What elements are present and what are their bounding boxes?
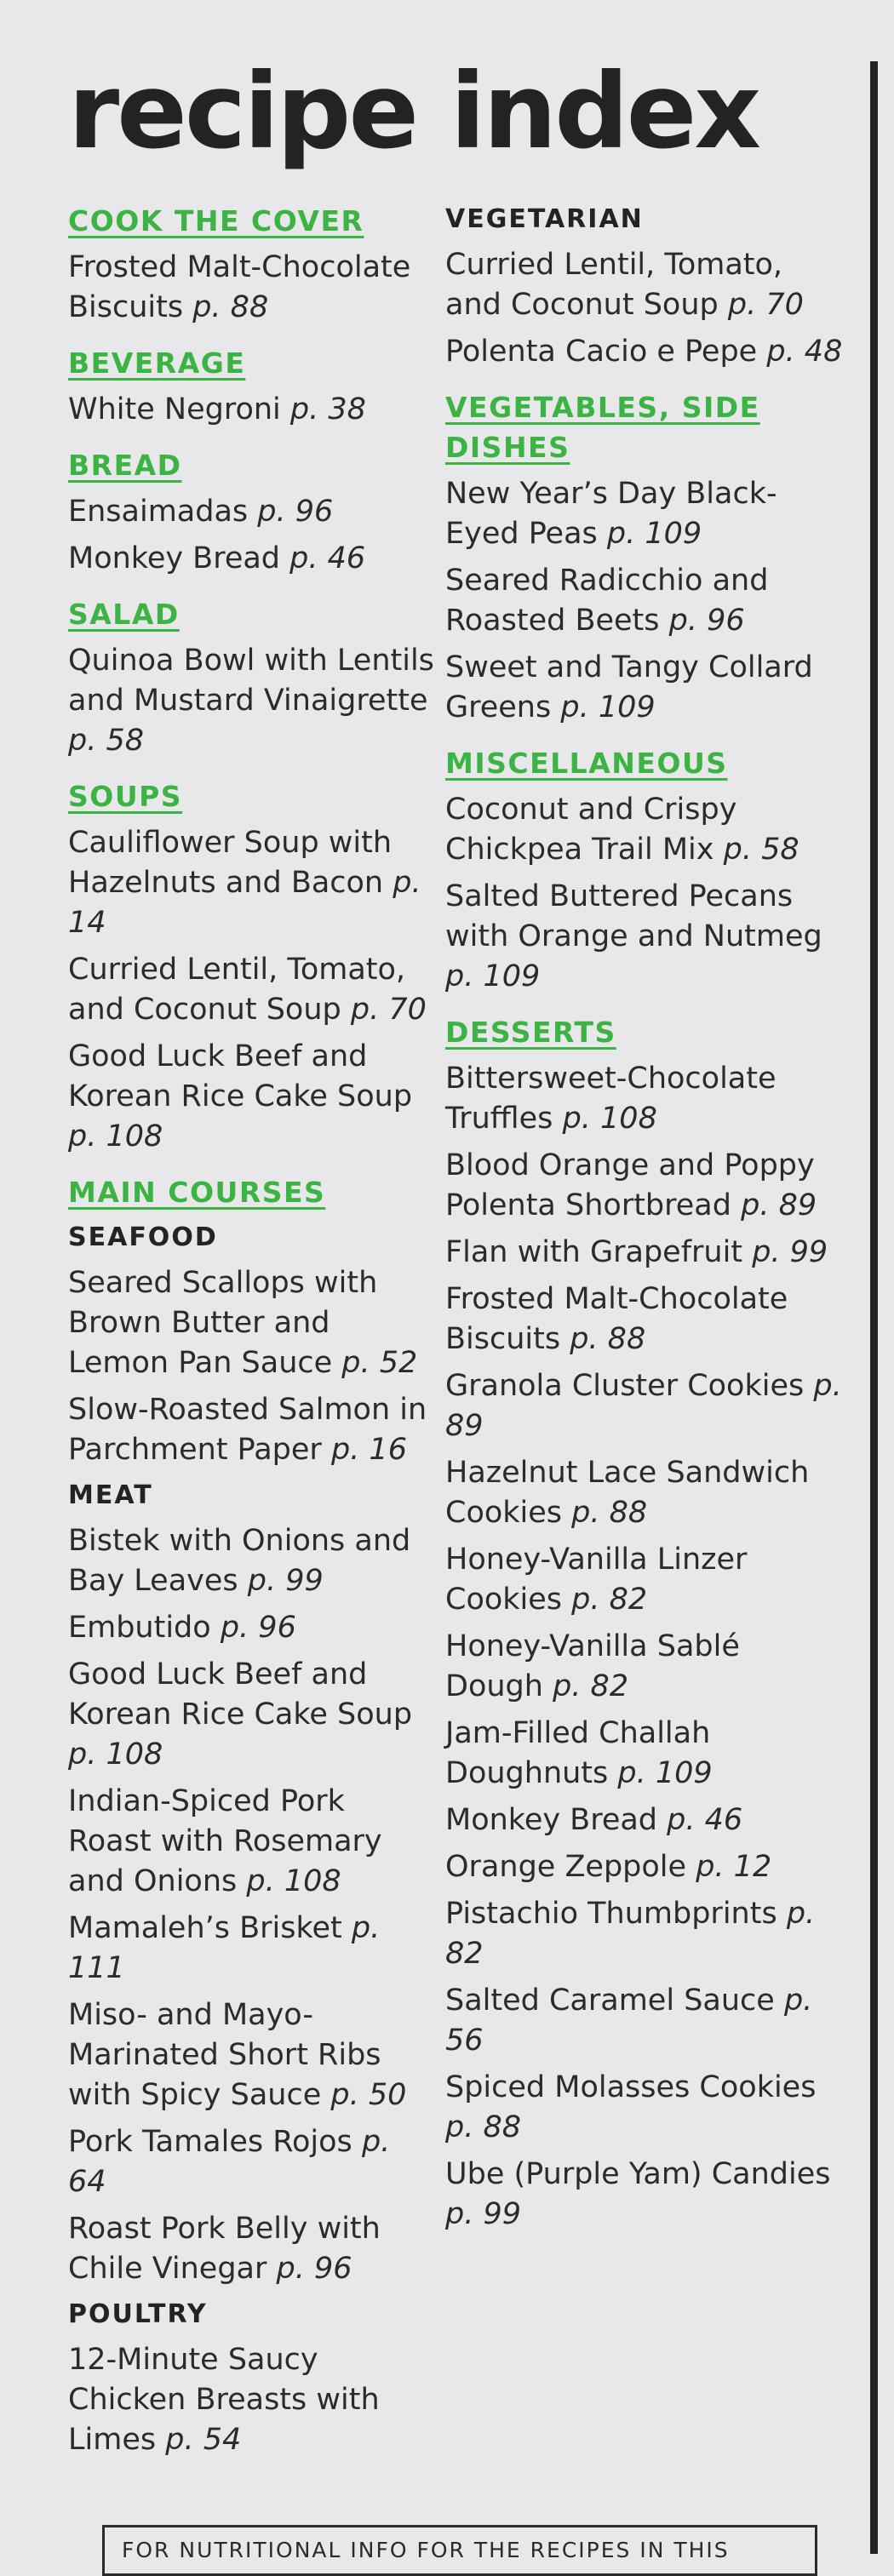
recipe-name: Ube (Purple Yam) Candies (445, 2157, 831, 2191)
recipe-entry (445, 1627, 845, 1707)
recipe-name: Curried Lentil, Tomato, and Coconut Soup (445, 248, 783, 322)
recipe-entry (68, 1782, 434, 1902)
recipe-name: Embutido (68, 1611, 211, 1645)
recipe-name: Salted Buttered Pecans with Orange and Nutmeg (445, 879, 822, 953)
recipe-name: Seared Radicchio and Roasted Beets (445, 564, 769, 638)
recipe-name: Miso- and Mayo-Marinated Short Ribs with Spicy Sauce (68, 1998, 381, 2112)
recipe-entry (445, 648, 845, 728)
recipe-entry (68, 1390, 434, 1470)
category-heading: DESSERTS (445, 1016, 616, 1049)
recipe-entry (445, 2068, 845, 2148)
page-reference: p. 109 (445, 959, 541, 993)
page-reference: p. 50 (330, 2078, 407, 2112)
page-reference: p. 38 (289, 392, 366, 426)
recipe-name: New Year’s Day Black-Eyed Peas (445, 477, 777, 551)
recipe-entry (445, 1894, 845, 1974)
page-reference: p. 58 (68, 724, 145, 758)
recipe-name: Flan with Grapefruit (445, 1235, 743, 1269)
recipe-name: Honey-Vanilla Linzer Cookies (445, 1543, 748, 1617)
page-reference: p. 82 (553, 1669, 629, 1703)
recipe-name: Slow-Roasted Salmon in Parchment Paper (68, 1393, 427, 1467)
category-heading: BREAD (68, 449, 182, 482)
recipe-entry (68, 1263, 434, 1383)
recipe-name: Good Luck Beef and Korean Rice Cake Soup (68, 1657, 413, 1732)
recipe-name: Curried Lentil, Tomato, and Coconut Soup (68, 953, 406, 1027)
recipe-entry (445, 1540, 845, 1620)
recipe-name: Good Luck Beef and Korean Rice Cake Soup (68, 1039, 413, 1113)
subcategory-heading: POULTRY (68, 2299, 208, 2329)
recipe-entry (68, 492, 434, 532)
page-reference: p. 82 (445, 1897, 816, 1971)
page-reference: p. 96 (220, 1611, 296, 1645)
recipe-name: Ensaimadas (68, 495, 249, 529)
page-reference: p. 16 (330, 1433, 407, 1467)
recipe-entry (445, 1714, 845, 1794)
recipe-entry (445, 1233, 845, 1273)
recipe-name: Orange Zeppole (445, 1850, 687, 1884)
recipe-entry (68, 1037, 434, 1157)
page-reference: p. 99 (752, 1235, 828, 1269)
recipe-entry (445, 1366, 845, 1446)
recipe-entry (68, 2209, 434, 2289)
recipe-name: Honey-Vanilla Sablé Dough (445, 1629, 740, 1703)
recipe-entry (445, 332, 845, 372)
category-heading: BEVERAGE (68, 346, 246, 380)
page-title: recipe index (68, 51, 759, 172)
page-reference: p. 109 (606, 517, 702, 551)
recipe-entry (445, 2155, 845, 2235)
recipe-entry (445, 877, 845, 997)
page-reference: p. 70 (727, 288, 804, 322)
recipe-entry (68, 1608, 434, 1648)
page-reference: p. 48 (766, 335, 843, 369)
page-reference: p. 109 (560, 690, 656, 724)
recipe-entry (68, 1655, 434, 1775)
page-reference: p. 52 (341, 1346, 418, 1380)
recipe-entry (68, 1995, 434, 2115)
recipe-name: Frosted Malt-Chocolate Biscuits (68, 250, 411, 324)
page-reference: p. 88 (192, 290, 269, 324)
recipe-name: 12-Minute Saucy Chicken Breasts with Limes (68, 2343, 380, 2457)
recipe-name: Granola Cluster Cookies (445, 1369, 805, 1403)
page-reference: p. 64 (68, 2125, 391, 2199)
page-edge-rule (870, 61, 878, 2554)
category-heading: COOK THE COVER (68, 204, 364, 238)
page-reference: p. 58 (723, 833, 799, 867)
recipe-entry (445, 1847, 845, 1887)
nutrition-note-text: FOR NUTRITIONAL INFO FOR THE RECIPES IN THIS (122, 2538, 730, 2562)
recipe-entry (445, 790, 845, 870)
recipe-entry (445, 561, 845, 641)
recipe-name: Quinoa Bowl with Lentils and Mustard Vinaigrette (68, 644, 434, 718)
nutrition-note-box (102, 2525, 817, 2576)
subcategory-heading: VEGETARIAN (445, 204, 644, 234)
recipe-name: Indian-Spiced Pork Roast with Rosemary and Onions (68, 1784, 382, 1898)
page-reference: p. 99 (445, 2197, 522, 2231)
page-reference: p. 46 (289, 541, 366, 575)
recipe-entry (445, 1800, 845, 1840)
recipe-name: Monkey Bread (68, 541, 281, 575)
recipe-name: Salted Caramel Sauce (445, 1984, 775, 2018)
category-heading: MAIN COURSES (68, 1176, 326, 1209)
page-reference: p. 108 (68, 1119, 163, 1153)
recipe-entry (68, 539, 434, 579)
category-heading: MISCELLANEOUS (445, 747, 728, 780)
recipe-entry (68, 248, 434, 328)
page-reference: p. 108 (562, 1102, 657, 1136)
subcategory-heading: SEAFOOD (68, 1222, 218, 1252)
recipe-name: Blood Orange and Poppy Polenta Shortbread (445, 1148, 815, 1222)
recipe-entry (445, 1279, 845, 1360)
recipe-entry (68, 2122, 434, 2202)
recipe-entry (68, 1521, 434, 1601)
recipe-name: Mamaleh’s Brisket (68, 1911, 342, 1945)
page-reference: p. 96 (668, 604, 745, 638)
index-column-right (445, 201, 845, 2235)
recipe-name: Bittersweet-Chocolate Truffles (445, 1062, 777, 1136)
recipe-entry (445, 1981, 845, 2061)
page-reference: p. 109 (617, 1756, 713, 1790)
recipe-name: Frosted Malt-Chocolate Biscuits (445, 1282, 788, 1356)
recipe-name: Jam-Filled Challah Doughnuts (445, 1716, 711, 1790)
page-reference: p. 108 (246, 1864, 341, 1898)
page-reference: p. 46 (667, 1803, 743, 1837)
page-reference: p. 111 (68, 1911, 381, 1985)
recipe-entry (445, 245, 845, 325)
recipe-name: Polenta Cacio e Pepe (445, 335, 758, 369)
page-reference: p. 54 (165, 2423, 242, 2457)
page-reference: p. 82 (571, 1583, 648, 1617)
recipe-name: Hazelnut Lace Sandwich Cookies (445, 1456, 810, 1530)
recipe-entry (68, 950, 434, 1030)
page-reference: p. 88 (445, 2110, 522, 2144)
recipe-name: Sweet and Tangy Collard Greens (445, 650, 813, 724)
recipe-name: Bistek with Onions and Bay Leaves (68, 1524, 411, 1598)
index-column-left (68, 201, 434, 2460)
recipe-entry (445, 1059, 845, 1139)
page-reference: p. 14 (68, 866, 421, 940)
page-reference: p. 96 (276, 2252, 352, 2286)
page-reference: p. 96 (257, 495, 334, 529)
recipe-entry (68, 823, 434, 943)
recipe-name: Spiced Molasses Cookies (445, 2070, 817, 2104)
recipe-name: Coconut and Crispy Chickpea Trail Mix (445, 793, 737, 867)
recipe-entry (68, 2340, 434, 2460)
recipe-entry (68, 641, 434, 761)
recipe-entry (445, 474, 845, 554)
page-reference: p. 108 (68, 1737, 163, 1772)
page-reference: p. 56 (445, 1984, 813, 2058)
recipe-entry (68, 390, 434, 430)
page-reference: p. 89 (741, 1188, 817, 1222)
recipe-name: Cauliflower Soup with Hazelnuts and Bacon (68, 826, 393, 900)
recipe-name: Pork Tamales Rojos (68, 2125, 352, 2159)
page-reference: p. 12 (696, 1850, 772, 1884)
recipe-entry (445, 1453, 845, 1533)
recipe-name: Monkey Bread (445, 1803, 658, 1837)
recipe-name: Seared Scallops with Brown Butter and Lemon Pan Sauce (68, 1266, 378, 1380)
page-reference: p. 88 (570, 1322, 646, 1356)
category-heading: SALAD (68, 598, 180, 631)
recipe-name: White Negroni (68, 392, 281, 426)
category-heading: SOUPS (68, 780, 183, 813)
recipe-name: Roast Pork Belly with Chile Vinegar (68, 2212, 381, 2286)
page-reference: p. 88 (571, 1496, 648, 1530)
recipe-name: Pistachio Thumbprints (445, 1897, 777, 1931)
recipe-entry (68, 1909, 434, 1989)
page-reference: p. 70 (350, 993, 427, 1027)
category-heading: VEGETABLES, SIDE DISHES (445, 391, 760, 464)
subcategory-heading: MEAT (68, 1480, 153, 1510)
recipe-entry (445, 1146, 845, 1226)
page-reference: p. 89 (445, 1369, 842, 1443)
page-reference: p. 99 (247, 1564, 324, 1598)
